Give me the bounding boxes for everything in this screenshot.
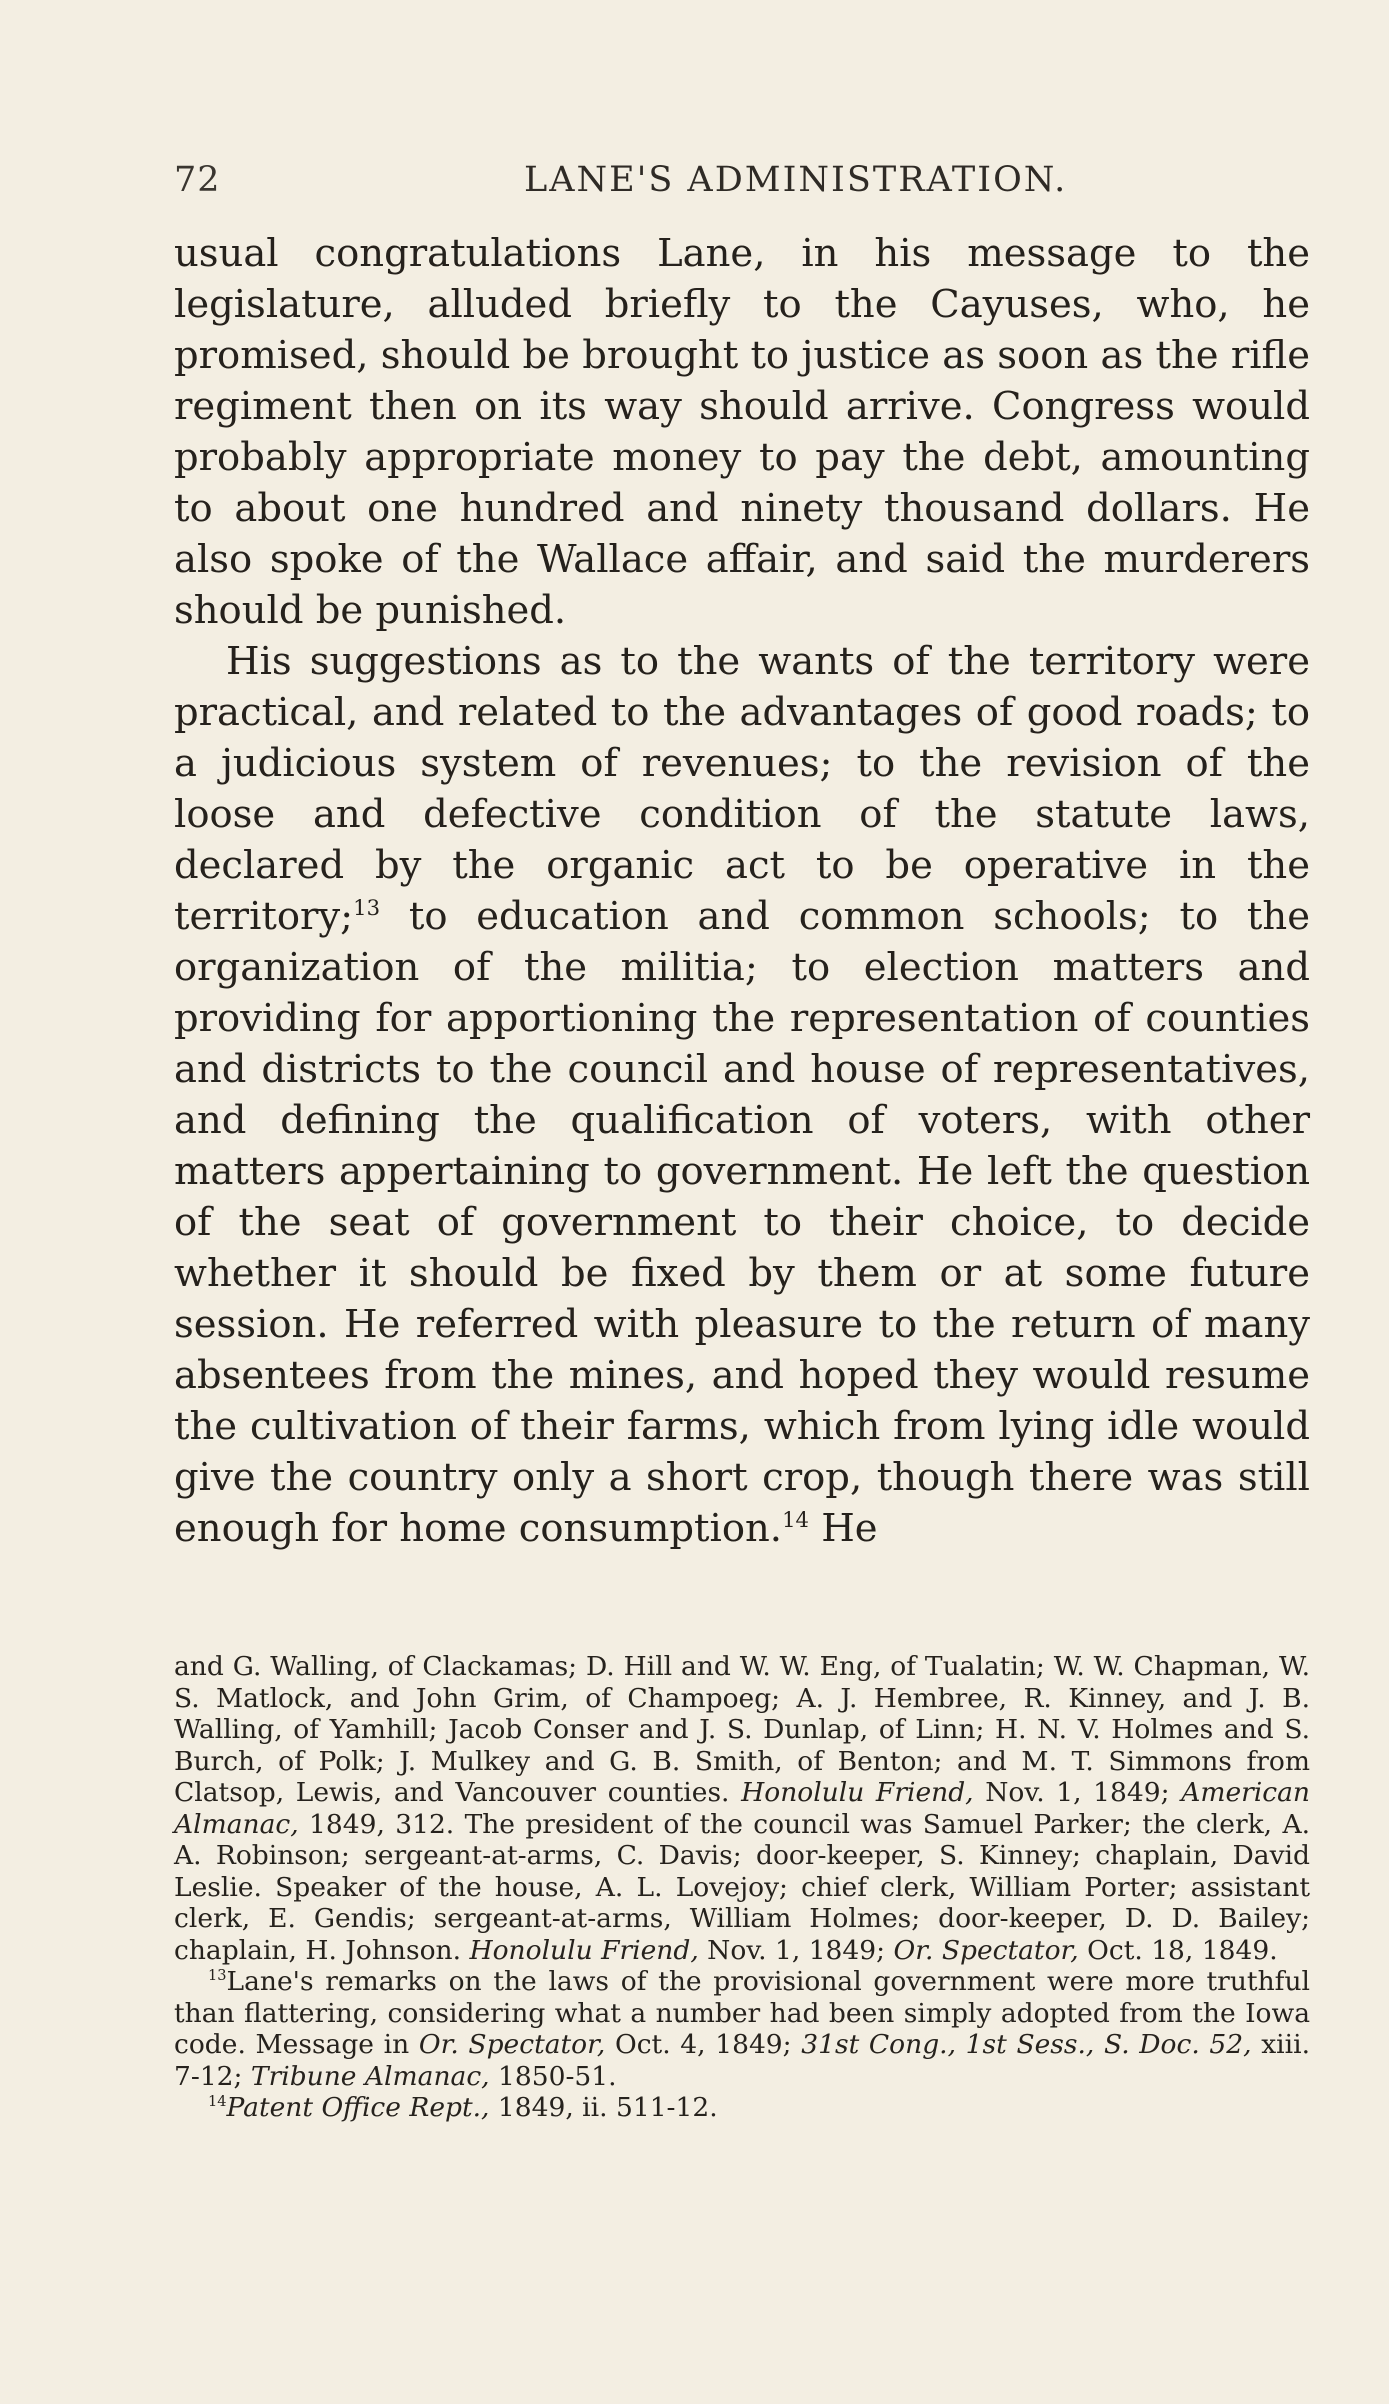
citation-tribune-almanac: Tribune Almanac,	[250, 2060, 490, 2092]
paragraph-2-text-c: He	[808, 1506, 878, 1551]
footnote-13-text: 1850-51.	[489, 2060, 617, 2092]
footnote-13-text: xiii. 7-12;	[174, 2029, 1311, 2092]
paragraph-1: usual congratulations Lane, in his message to the legislature, alluded briefly to the Cayuses, who, he promised, should be brought to justice as soon as the rifle regiment then on its way should arrive. Congress would probably appropriate money to pay the debt, amounting to about one hundred and ninety thousand dollars. He also spoke of the Wallace affair, and said the murderers should be punished.	[174, 231, 1310, 633]
paragraph-2-text-b: to education and common schools; to the organization of the militia; to election matters and providing for apportioning the representation of counties and districts to the council and house of representatives, and defining the qualification of voters, with other matters appertaining to government. He left the question of the seat of government to their choice, to decide whether it should be fixed by them or at some future session. He referred with pleasure to the return of many absentees from the mines, and hoped they would resume the cultivation of their farms, which from lying idle would give the country only a short crop, though there was still enough for home consumption.	[174, 894, 1310, 1551]
citation-honolulu-friend: Honolulu Friend,	[741, 1777, 974, 1808]
page-header	[174, 160, 1304, 210]
citation-american-almanac: American Almanac,	[174, 1777, 1310, 1840]
citation-or-spectator: Or. Spectator,	[418, 2029, 606, 2060]
footnote-14-text: 1849, ii. 511-12.	[489, 2092, 718, 2123]
footnote-13	[174, 1966, 1310, 2092]
running-head: LANE'S ADMINISTRATION.	[524, 160, 1068, 200]
footnote-13-text: Lane's remarks on the laws of the provisional government were more truthful than flattering, considering what a number had been simply adopted from the Iowa code. Message in	[174, 1966, 1310, 2060]
footnotes	[174, 1651, 1310, 2124]
paragraph-2	[174, 636, 1310, 1554]
footnote-continued-text: Nov. 1, 1849;	[973, 1777, 1182, 1808]
footnote-continued-text: and G. Walling, of Clackamas; D. Hill and W. W. Eng, of Tualatin; W. W. Chapman, W. S. Matlock, and John Grim, of Champoeg; A. J. Hembree, R. Kinney, and J. B. Walling, of Yamhill; Jacob Conser and J. S. Dunlap, of Linn; H. N. V. Holmes and S. Burch, of Polk; J. Mulkey and G. B. Smith, of Benton; and M. T. Simmons from Clatsop, Lewis, and Vancouver counties.	[174, 1651, 1310, 1808]
citation-patent-office: Patent Office Rept.,	[226, 2092, 490, 2123]
paragraph-2-text-a: His suggestions as to the wants of the territory were practical, and related to the advantages of good roads; to a judicious system of revenues; to the revision of the loose and defective condition of the statute laws, declared by the organic act to be operative in the territory;	[174, 639, 1310, 939]
footnote-continued	[174, 1651, 1310, 1966]
citation-honolulu-friend: Honolulu Friend,	[469, 1934, 699, 1966]
footnote-ref-14: 14	[782, 1507, 809, 1533]
footnote-continued-text: Oct. 18, 1849.	[1078, 1934, 1278, 1966]
footnote-14-number: 14	[208, 2093, 227, 2111]
page-number: 72	[174, 160, 221, 200]
footnote-13-number: 13	[208, 1967, 227, 1985]
footnote-continued-text: Nov. 1, 1849;	[698, 1934, 894, 1966]
footnote-14	[174, 2092, 1310, 2124]
citation-congress-doc: 31st Cong., 1st Sess., S. Doc. 52,	[801, 2029, 1252, 2060]
footnote-continued-text: 1849, 312. The president of the council was Samuel Parker; the clerk, A. A. Robinson; sergeant-at-arms, C. Davis; door-keeper, S. Kinney; chaplain, David Leslie. Speaker of the house, A. L. Lovejoy; chief clerk, William Porter; assistant clerk, E. Gendis; sergeant-at-arms, William Holmes; door-keeper, D. D. Bailey; chaplain, H. Johnson.	[174, 1808, 1310, 1966]
footnote-13-text: Oct. 4, 1849;	[605, 2029, 802, 2060]
footnote-ref-13: 13	[353, 895, 381, 921]
main-text	[174, 228, 1310, 1554]
citation-or-spectator: Or. Spectator,	[893, 1934, 1079, 1966]
